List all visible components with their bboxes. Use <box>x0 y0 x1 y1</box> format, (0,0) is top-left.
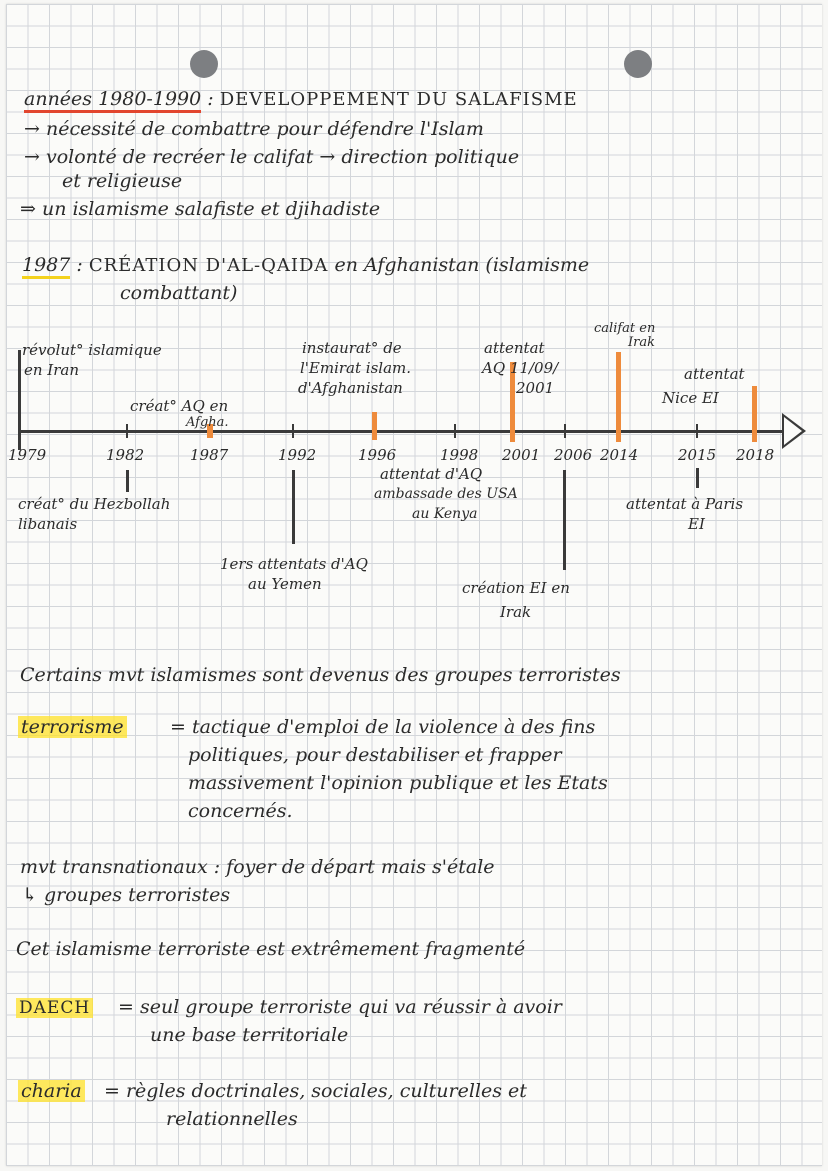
term-daech <box>16 996 93 1019</box>
definition-daech-line-1: = seul groupe terroriste qui va réussir à avoir <box>118 996 562 1018</box>
event-1982-line-1: créat° du Hezbollah <box>18 495 171 513</box>
event-1979-line-1: révolut° islamique <box>22 341 162 359</box>
heading-2-rest: en Afghanistan (islamisme <box>334 254 590 276</box>
heading-1-years: années 1980-1990 <box>24 88 201 113</box>
event-2016-line-2: Nice EI <box>662 389 719 407</box>
paragraph-groups: Certains mvt islamismes sont devenus des groupes terroristes <box>20 664 621 686</box>
definition-charia-line-2: relationnelles <box>166 1108 298 1130</box>
heading-1-line-3: et religieuse <box>62 170 183 192</box>
definition-terrorisme-line-4: concernés. <box>188 800 293 822</box>
timeline-axis <box>18 430 788 433</box>
heading-1 <box>24 88 578 111</box>
event-2001-line-3: 2001 <box>516 379 555 397</box>
definition-daech-line-2: une base territoriale <box>150 1024 349 1046</box>
definition-terrorisme-line-3: massivement l'opinion publique et les Etats <box>188 772 608 794</box>
timeline-tick-2015 <box>696 424 698 438</box>
connector-2015 <box>696 468 699 488</box>
year-label: 1982 <box>106 446 145 464</box>
event-1992-line-1: 1ers attentats d'AQ <box>220 555 368 573</box>
timeline-tick-1982 <box>126 424 128 438</box>
event-1998-line-3: au Kenya <box>412 506 478 522</box>
event-1996-line-3: d'Afghanistan <box>298 379 403 397</box>
event-2014-line-2: Irak <box>628 335 655 350</box>
year-label: 2006 <box>554 446 593 464</box>
heading-2-year: 1987 <box>22 254 70 279</box>
connector-1982 <box>126 470 129 492</box>
event-1992-line-2: au Yemen <box>248 575 322 593</box>
connector-1992 <box>292 470 295 544</box>
marker-1996 <box>372 412 377 440</box>
event-2006-line-2: Irak <box>500 603 532 621</box>
definition-terrorisme-line-1: = tactique d'emploi de la violence à des fins <box>170 716 596 738</box>
punch-hole-left <box>190 50 218 78</box>
event-1987-line-1: créat° AQ en <box>130 397 229 415</box>
heading-1-line-2: → volonté de recréer le califat → direction politique <box>24 146 520 168</box>
paragraph-transnational-line-1: mvt transnationaux : foyer de départ mais s'étale <box>20 856 495 878</box>
year-label: 2001 <box>502 446 541 464</box>
heading-1-title: DEVELOPPEMENT DU SALAFISME <box>219 89 578 110</box>
term-charia <box>18 1080 85 1102</box>
timeline-arrowhead <box>782 413 806 449</box>
paragraph-fragmented: Cet islamisme terroriste est extrêmement fragmenté <box>16 938 526 960</box>
term-terrorisme-label: terrorisme <box>18 716 127 738</box>
year-label: 1996 <box>358 446 397 464</box>
term-daech-label: DAECH <box>16 998 93 1018</box>
year-label: 1998 <box>440 446 479 464</box>
event-1996-line-2: l'Emirat islam. <box>300 359 412 377</box>
definition-terrorisme-line-2: politiques, pour destabiliser et frapper <box>188 744 562 766</box>
event-1998-line-2: ambassade des USA <box>374 486 518 502</box>
heading-1-sep: : <box>207 88 214 110</box>
definition-charia-line-1: = règles doctrinales, sociales, culturelles et <box>104 1080 527 1102</box>
event-2001-line-2: AQ 11/09/ <box>482 359 559 377</box>
event-2015-line-1: attentat à Paris <box>626 495 744 513</box>
event-1979-line-2: en Iran <box>24 361 80 379</box>
event-2015-line-2: EI <box>688 515 705 533</box>
punch-hole-right <box>624 50 652 78</box>
heading-1-line-4: ⇒ un islamisme salafiste et djihadiste <box>20 198 381 220</box>
connector-2006 <box>563 470 566 570</box>
event-1987-line-2: Afgha. <box>186 415 229 430</box>
year-label: 1987 <box>190 446 229 464</box>
heading-2-rest-2: combattant) <box>120 282 238 304</box>
paragraph-transnational-line-2: ↳ groupes terroristes <box>22 884 231 906</box>
term-terrorisme <box>18 716 127 738</box>
year-label: 1979 <box>8 446 47 464</box>
heading-2-title: CRÉATION D'AL-QAIDA <box>88 255 329 276</box>
year-label: 2018 <box>736 446 775 464</box>
year-label: 1992 <box>278 446 317 464</box>
event-2001-line-1: attentat <box>484 339 545 357</box>
event-1996-line-1: instaurat° de <box>302 339 402 357</box>
year-label: 2015 <box>678 446 717 464</box>
event-2006-line-1: création EI en <box>462 579 570 597</box>
timeline-tick-1998 <box>454 424 456 438</box>
timeline-start-bar <box>18 350 21 450</box>
heading-1-line-1: → nécessité de combattre pour défendre l'Islam <box>24 118 484 140</box>
heading-2-sep: : <box>76 254 83 276</box>
event-1998-line-1: attentat d'AQ <box>380 465 483 483</box>
marker-2018 <box>752 386 757 442</box>
timeline-tick-2006 <box>564 424 566 438</box>
year-label: 2014 <box>600 446 639 464</box>
heading-2 <box>22 254 589 277</box>
event-1982-line-2: libanais <box>18 515 78 533</box>
term-charia-label: charia <box>18 1080 85 1102</box>
event-2014-line-1: califat en <box>594 321 656 336</box>
marker-2014 <box>616 352 621 442</box>
event-2016-line-1: attentat <box>684 365 745 383</box>
timeline-tick-1992 <box>292 424 294 438</box>
